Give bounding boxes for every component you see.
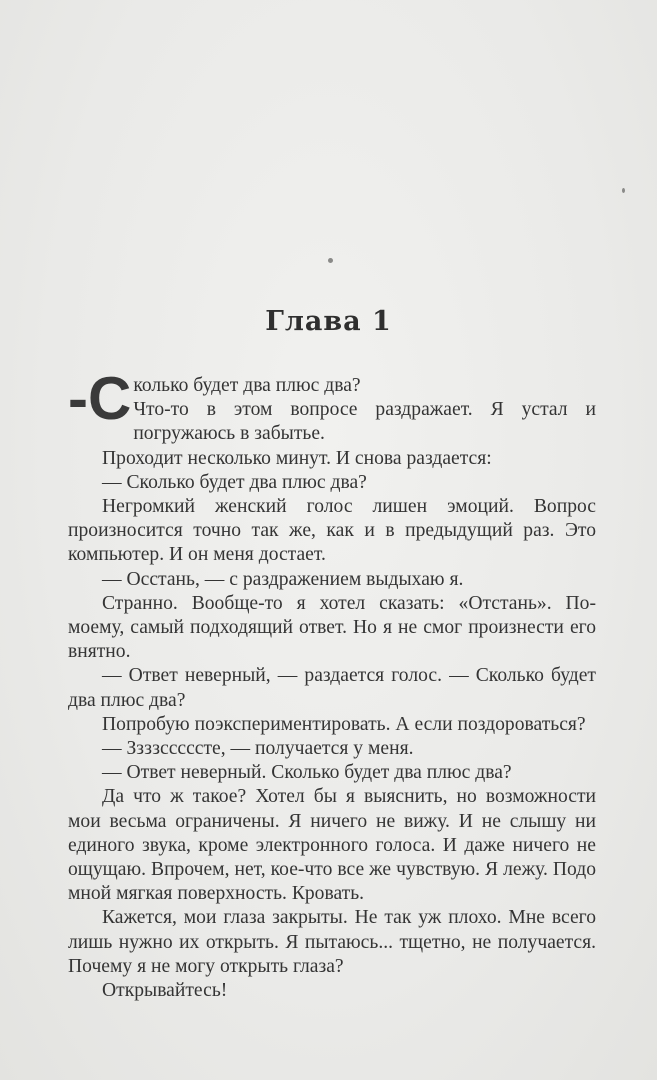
chapter-title: Глава 1 [265,306,392,337]
paragraph-text: колько будет два плюс два? [133,375,361,396]
paragraph: — Ответ неверный. Сколько будет два плюс два? [102,762,512,784]
ink-speck [622,188,625,193]
paragraph: Да что ж такое? Хотел бы я выяснить, но возможности мои весьма ограничены. Я ничего не вижу. И не слышу ни единого звука, кроме электронного голоса. И даже ничего не ощущаю. Впрочем, нет, кое-что все же чувствую. Я лежу. Подо мной мягкая поверхность. Кровать. [68,786,596,905]
paragraph: — Осстань, — с раздражением выдыхаю я. [102,568,464,590]
paragraph: Проходит несколько минут. И снова раздается: [102,447,492,469]
paragraph: — Сколько будет два плюс два? [102,471,367,493]
drop-cap: -С [68,365,132,432]
paragraph: — Ответ неверный, — раздается голос. — Сколько будет два плюс два? [68,665,596,711]
paragraph [68,365,596,447]
paragraph: Попробую поэкспериментировать. А если поздороваться? [102,713,586,735]
paragraph-text: Что-то в этом вопросе раздражает. Я устал и погружаюсь в забытье. [133,399,596,445]
chapter-text [68,365,596,1003]
paragraph: Странно. Вообще-то я хотел сказать: «Отстань». По-моему, самый подходящий ответ. Но я не смог произнести его внятно. [68,592,596,663]
paragraph: Негромкий женский голос лишен эмоций. Вопрос произносится точно так же, как и в предыдущий раз. Это компьютер. И он меня достает. [68,496,596,566]
paragraph: Кажется, мои глаза закрыты. Не так уж плохо. Мне всего лишь нужно их открыть. Я пытаюсь... тщетно, не получается. Почему я не могу открыть глаза? [68,907,596,977]
paragraph: Открывайтесь! [102,980,228,1002]
paragraph: — Ззззсссссте, — получается у меня. [102,738,414,760]
ink-speck [328,258,333,263]
